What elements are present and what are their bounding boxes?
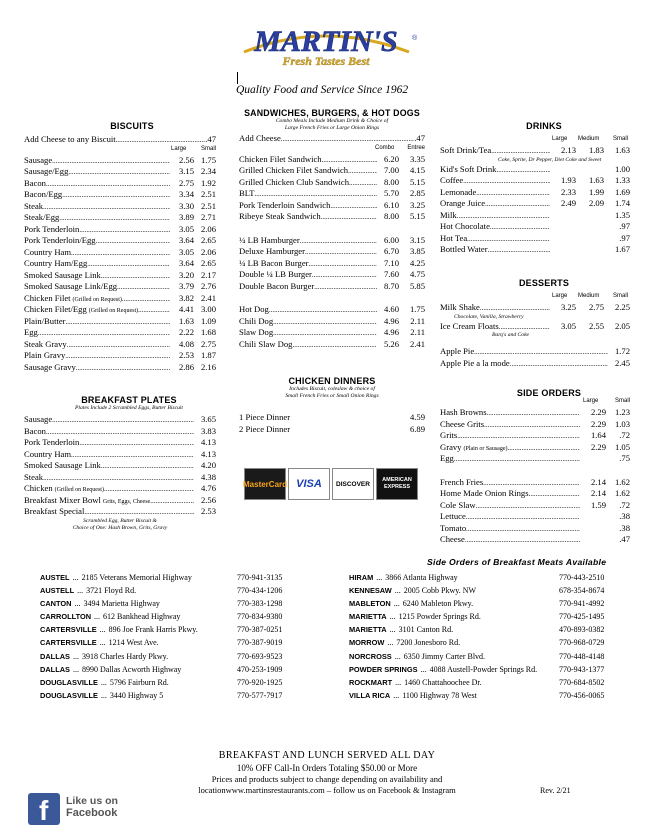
mastercard-logo: MasterCard (244, 468, 286, 500)
location-row: ROCKMART ... 1460 Chattahoochee Dr. 770-684-8502 (349, 676, 609, 689)
side-row: Cheese Grits ..... 2.29 1.03 (440, 419, 630, 431)
location-city: CARROLLTON (40, 612, 92, 622)
breakfast-special-note-2: Choice of One: Hash Brown, Grits, Gravy (72, 524, 168, 531)
location-row: KENNESAW ... 2005 Cobb Pkwy. NW 678-354-8674 (349, 584, 609, 597)
sandwich-row: Slaw Dog ..... 4.96 2.11 (239, 327, 425, 339)
sandwich-row: Hot Dog ..... 4.60 1.75 (239, 304, 425, 316)
breakfast-plate-list (24, 414, 216, 518)
dessert-milk-shake: Milk Shake ..... 3.25 2.75 2.25 (440, 302, 630, 314)
side-row: Egg ..... .75 (440, 453, 630, 465)
location-city: CANTON (40, 599, 72, 609)
drinks-title: DRINKS (526, 121, 562, 131)
location-city: HIRAM (349, 573, 374, 582)
chicken-dinners-sub-2: Small French Fries or Small Onion Rings (285, 393, 379, 399)
plate-row: Bacon ..... 3.83 (24, 426, 216, 438)
breakfast-special-note-1: Scrambled Egg, Butter Biscuit & (83, 517, 157, 524)
location-city: CARTERSVILLE (40, 638, 97, 648)
drink-row: Coffee ..... 1.93 1.63 1.33 (440, 175, 630, 187)
location-phone: 770-383-1298 (237, 599, 283, 609)
breakfast-meats-note: Side Orders of Breakfast Meats Available (427, 557, 607, 567)
side-orders-title: SIDE ORDERS (516, 388, 582, 398)
sandwiches-col-header: Combo Entree (375, 144, 425, 151)
tagline: Quality Food and Service Since 1962 (236, 84, 409, 96)
biscuit-row: Chicken Filet (Grilled on Request) ..... 3.82 2.41 (24, 293, 216, 305)
biscuit-row: Bacon/Egg ..... 3.34 2.51 (24, 189, 216, 201)
location-phone: 770-968-0729 (559, 638, 605, 648)
location-city: AUSTELL (40, 586, 75, 596)
plate-row: Breakfast Special ..... 2.53 (24, 506, 216, 518)
desserts-col-header: Large Medium Small (552, 293, 628, 299)
location-phone: 770-941-3135 (237, 573, 283, 582)
sandwich-row: Grilled Chicken Filet Sandwich ..... 7.00 4.15 (239, 165, 425, 177)
location-city: CARTERSVILLE (40, 625, 97, 635)
sandwich-row: Chicken Filet Sandwich ..... 6.20 3.35 (239, 154, 425, 166)
location-phone: 770-577-7917 (237, 690, 283, 700)
location-address: 8990 Dallas Acworth Highway (81, 664, 182, 674)
sandwiches-sub-1: Combo Meals Include Medium Drink & Choice of (275, 118, 389, 124)
biscuit-row: Chicken Filet/Egg (Grilled on Request) ..... 4.41 3.00 (24, 304, 216, 316)
location-address: 3721 Floyd Rd. (86, 586, 137, 596)
locations-right (349, 571, 609, 702)
biscuits-add-cheese: Add Cheese to any Biscuit ..... .47 (24, 134, 216, 146)
location-city: DALLAS (40, 651, 70, 661)
chicken-dinners-sub-1: Includes Biscuit, coleslaw & choice of (289, 386, 375, 392)
location-address: 3494 Marietta Highway (83, 599, 160, 609)
drink-row: Hot Tea ..... .97 (440, 233, 630, 245)
side-row: Home Made Onion Rings ..... 2.14 1.62 (440, 488, 630, 500)
side-row: Cheese ..... .47 (440, 534, 630, 546)
visa-logo: VISA (288, 468, 330, 500)
location-address: 3101 Canton Rd. (398, 625, 454, 635)
breakfast-plates-title: BREAKFAST PLATES (81, 395, 177, 405)
location-row: MORROW ... 7200 Jonesboro Rd. 770-968-0729 (349, 636, 609, 649)
side-row: Hash Browns ..... 2.29 1.23 (440, 407, 630, 419)
revision-date: Rev. 2/21 (540, 786, 571, 795)
location-address: 4088 Austell-Powder Springs Rd. (429, 664, 538, 674)
location-phone: 770-443-2510 (559, 573, 605, 582)
location-phone: 470-253-1909 (237, 664, 283, 674)
sandwich-row: Ribeye Steak Sandwich ..... 8.00 5.15 (239, 211, 425, 223)
facebook-like-text[interactable]: Like us on Facebook (66, 795, 118, 819)
float-flavors: Barq's and Coke (492, 332, 530, 338)
side-row: French Fries ..... 2.14 1.62 (440, 477, 630, 489)
facebook-icon[interactable]: f (28, 793, 60, 825)
sandwich-row: BLT ..... 5.70 2.85 (239, 188, 425, 200)
sandwich-row: Double Bacon Burger ..... 8.70 5.85 (239, 281, 425, 293)
location-phone: 770-387-9019 (237, 638, 283, 648)
location-row: NORCROSS ... 6350 Jimmy Carter Blvd. 770-448-4148 (349, 650, 609, 663)
location-row: CARTERSVILLE ... 1214 West Ave. 770-387-9019 (40, 636, 290, 649)
footer-disclaimer: Prices and products subject to change depending on availability and (211, 774, 443, 784)
location-city: DALLAS (40, 664, 70, 674)
footer-discount: 10% OFF Call-In Orders Totaling $50.00 or More (236, 763, 418, 773)
logo-wordmark: MARTIN'S (254, 25, 398, 58)
location-phone: 770-425-1495 (559, 612, 605, 622)
discover-logo: DISCOVER (332, 468, 374, 500)
biscuit-row: Pork Tenderloin ..... 3.05 2.06 (24, 224, 216, 236)
location-row: MARIETTA ... 3101 Canton Rd. 470-893-0382 (349, 623, 609, 636)
location-address: 6240 Mableton Pkwy. (402, 599, 474, 609)
biscuit-row: Pork Tenderloin/Egg ..... 3.64 2.65 (24, 235, 216, 247)
location-row: DOUGLASVILLE ... 5796 Fairburn Rd. 770-920-1925 (40, 676, 290, 689)
location-row: DALLAS ... 8990 Dallas Acworth Highway 470-253-1909 (40, 663, 290, 676)
accepted-cards (244, 468, 416, 500)
location-phone: 678-354-8674 (559, 586, 605, 596)
location-row: VILLA RICA ... 1100 Highway 78 West 770-456-0065 (349, 689, 609, 702)
side-row: Gravy (Plain or Sausage) ..... 2.29 1.05 (440, 442, 630, 454)
location-city: MARIETTA (349, 625, 387, 635)
registered-mark: ® (412, 35, 418, 42)
location-address: 896 Joe Frank Harris Pkwy. (108, 625, 198, 635)
soft-drink-flavors: Coke, Sprite, Dr Pepper, Diet Coke and Sweet (498, 156, 602, 163)
location-phone: 470-893-0382 (559, 625, 605, 635)
sandwiches-sub-2: Large French Fries or Large Onion Rings (284, 125, 380, 131)
biscuit-row: Plain/Butter ..... 1.63 1.09 (24, 316, 216, 328)
brand-logo (234, 18, 419, 80)
sandwiches-title: SANDWICHES, BURGERS, & HOT DOGS (244, 108, 420, 118)
plate-row: Smoked Sausage Link ..... 4.20 (24, 460, 216, 472)
plate-row: Chicken (Grilled on Request) ..... 4.76 (24, 483, 216, 495)
sandwich-row: Chili Slaw Dog ..... 5.26 2.41 (239, 339, 425, 351)
location-city: DOUGLASVILLE (40, 677, 98, 687)
sandwich-row: Pork Tenderloin Sandwich ..... 6.10 3.25 (239, 200, 425, 212)
logo-graphic (234, 18, 419, 80)
sandwiches-add-cheese: Add Cheese ..... .47 (239, 133, 425, 145)
biscuit-row: Plain Gravy ..... 2.53 1.87 (24, 350, 216, 362)
drink-row: Milk ..... 1.35 (440, 210, 630, 222)
plate-row: Steak ..... 4.38 (24, 472, 216, 484)
location-address: 5796 Fairburn Rd. (109, 677, 169, 687)
location-city: ROCKMART (349, 677, 393, 687)
location-city: NORCROSS (349, 651, 392, 661)
location-city: MABLETON (349, 599, 391, 609)
location-city: VILLA RICA (349, 690, 391, 700)
drink-row: Kid's Soft Drink ..... 1.00 (440, 164, 630, 176)
sandwich-row: Deluxe Hamburger ..... 6.70 3.85 (239, 246, 425, 258)
side-row: Grits ..... 1.64 .72 (440, 430, 630, 442)
location-address: 1215 Powder Springs Rd. (398, 612, 481, 622)
biscuit-row: Steak/Egg ..... 3.89 2.71 (24, 212, 216, 224)
location-phone: 770-941-4992 (559, 599, 605, 609)
location-phone: 770-434-1206 (237, 586, 283, 596)
drinks-col-header: Large Medium Small (552, 136, 628, 142)
milk-shake-flavors: Chocolate, Vanilla, Strawberry (454, 313, 524, 320)
hotdog-list (239, 304, 425, 350)
location-row: CARTERSVILLE ... 896 Joe Frank Harris Pkwy. 770-387-0251 (40, 623, 290, 636)
burger-list (239, 235, 425, 293)
location-city: POWDER SPRINGS (349, 664, 418, 674)
location-row: AUSTEL ... 2185 Veterans Memorial Highway 770-941-3135 (40, 571, 290, 584)
location-address: 2005 Cobb Pkwy. NW (403, 586, 477, 596)
location-phone: 770-693-9523 (237, 651, 283, 661)
location-row: CANTON ... 3494 Marietta Highway 770-383-1298 (40, 597, 290, 610)
location-address: 1460 Chattahoochee Dr. (404, 677, 482, 687)
biscuits-title: BISCUITS (110, 121, 154, 131)
drink-list (440, 145, 630, 256)
chicken-dinner-row: 2 Piece Dinner 6.89 (239, 423, 425, 434)
pie-row: Apple Pie a la mode ..... 2.45 (440, 358, 630, 370)
location-row: AUSTELL ... 3721 Floyd Rd. 770-434-1206 (40, 584, 290, 597)
drink-row: Orange Juice ..... 2.49 2.09 1.74 (440, 198, 630, 210)
biscuit-row: Sausage/Egg ..... 3.15 2.34 (24, 166, 216, 178)
sandwich-row: Grilled Chicken Club Sandwich ..... 8.00 5.15 (239, 177, 425, 189)
biscuit-row: Smoked Sausage Link ..... 3.20 2.17 (24, 270, 216, 282)
location-city: KENNESAW (349, 586, 392, 596)
location-address: 6350 Jimmy Carter Blvd. (403, 651, 486, 661)
location-row: HIRAM ... 3866 Atlanta Highway 770-443-2510 (349, 571, 609, 584)
pie-row: Apple Pie ..... 1.72 (440, 346, 630, 358)
location-phone: 770-456-0065 (559, 690, 605, 700)
biscuit-row: Country Ham/Egg ..... 3.64 2.65 (24, 258, 216, 270)
footer-all-day: BREAKFAST AND LUNCH SERVED ALL DAY (218, 750, 436, 761)
location-city: DOUGLASVILLE (40, 690, 98, 700)
biscuit-row: Steak Gravy ..... 4.08 2.75 (24, 339, 216, 351)
location-row: DALLAS ... 3918 Charles Hardy Pkwy. 770-693-9523 (40, 650, 290, 663)
side-orders-col-header: Large Small (583, 398, 630, 404)
logo-slogan: Fresh Tastes Best (282, 54, 370, 68)
biscuit-list (24, 155, 216, 374)
locations-left (40, 571, 290, 702)
sandwich-list (239, 154, 425, 223)
cursor-bar (237, 72, 238, 84)
biscuits-col-header: Large Small (171, 145, 216, 152)
biscuit-row: Country Ham ..... 3.05 2.06 (24, 247, 216, 259)
location-row: CARROLLTON ... 612 Bankhead Highway 770-834-9380 (40, 610, 290, 623)
biscuit-row: Smoked Sausage Link/Egg ..... 3.79 2.76 (24, 281, 216, 293)
location-phone: 770-684-8502 (559, 677, 605, 687)
chicken-dinner-list (239, 412, 425, 435)
location-phone: 770-943-1377 (559, 664, 605, 674)
location-row: MABLETON ... 6240 Mableton Pkwy. 770-941-4992 (349, 597, 609, 610)
biscuit-row: Egg ..... 2.22 1.68 (24, 327, 216, 339)
location-phone: 770-387-0251 (237, 625, 283, 635)
biscuit-row: Sausage Gravy ..... 2.86 2.16 (24, 362, 216, 374)
amex-logo: AMERICAN EXPRESS (376, 468, 418, 500)
biscuit-row: Bacon ..... 2.75 1.92 (24, 178, 216, 190)
location-city: AUSTEL (40, 573, 70, 582)
location-address: 2185 Veterans Memorial Highway (81, 573, 192, 582)
drink-row: Hot Chocolate ..... .97 (440, 221, 630, 233)
drink-row: Lemonade ..... 2.33 1.99 1.69 (440, 187, 630, 199)
side-row: Cole Slaw ..... 1.59 .72 (440, 500, 630, 512)
biscuit-row: Sausage ..... 2.56 1.75 (24, 155, 216, 167)
location-address: 3440 Highway 5 (109, 690, 164, 700)
plate-row: Pork Tenderloin ..... 4.13 (24, 437, 216, 449)
chicken-dinner-row: 1 Piece Dinner 4.59 (239, 412, 425, 422)
location-address: 1214 West Ave. (108, 638, 159, 648)
side-row: Tomato ..... .38 (440, 523, 630, 535)
location-city: MARIETTA (349, 612, 387, 622)
side-list-lunch (440, 477, 630, 546)
location-city: MORROW (349, 638, 385, 648)
location-phone: 770-834-9380 (237, 612, 283, 622)
pie-list (440, 346, 630, 369)
desserts-title: DESSERTS (518, 278, 570, 288)
sandwich-row: Double ¼ LB Burger ..... 7.60 4.75 (239, 269, 425, 281)
location-row: POWDER SPRINGS ... 4088 Austell-Powder Springs Rd. 770-943-1377 (349, 663, 609, 676)
plate-row: Sausage ..... 3.65 (24, 414, 216, 426)
side-list-breakfast (440, 407, 630, 465)
dessert-ice-cream-floats: Ice Cream Floats ..... 3.05 2.55 2.05 (440, 321, 630, 333)
location-phone: 770-920-1925 (237, 677, 283, 687)
sandwich-row: ¼ LB Hamburger ..... 6.00 3.15 (239, 235, 425, 247)
location-address: 7200 Jonesboro Rd. (396, 638, 461, 648)
plate-row: Breakfast Mixer Bowl Grits, Eggs, Cheese ..... 2.56 (24, 495, 216, 507)
location-address: 3918 Charles Hardy Pkwy. (81, 651, 169, 661)
breakfast-plates-sub: Plates Include 2 Scrambled Eggs, Butter Biscuit (75, 405, 183, 411)
location-address: 3866 Atlanta Highway (385, 573, 458, 582)
sandwich-row: Chili Dog ..... 4.96 2.11 (239, 316, 425, 328)
side-row: Lettuce ..... .38 (440, 511, 630, 523)
chicken-dinners-title: CHICKEN DINNERS (288, 376, 376, 386)
location-phone: 770-448-4148 (559, 651, 605, 661)
location-address: 612 Bankhead Highway (103, 612, 181, 622)
location-row: MARIETTA ... 1215 Powder Springs Rd. 770-425-1495 (349, 610, 609, 623)
footer-website[interactable]: locationwww.martinsrestaurants.com – follow us on Facebook & Instagram (198, 785, 456, 795)
plate-row: Country Ham ..... 4.13 (24, 449, 216, 461)
location-row: DOUGLASVILLE ... 3440 Highway 5 770-577-7917 (40, 689, 290, 702)
sandwich-row: ¼ LB Bacon Burger ..... 7.10 4.25 (239, 258, 425, 270)
biscuit-row: Steak ..... 3.30 2.51 (24, 201, 216, 213)
location-address: 1100 Highway 78 West (402, 690, 477, 700)
drink-row: Bottled Water ..... 1.67 (440, 244, 630, 256)
drink-row: Soft Drink/Tea ..... 2.13 1.83 1.63 (440, 145, 630, 157)
